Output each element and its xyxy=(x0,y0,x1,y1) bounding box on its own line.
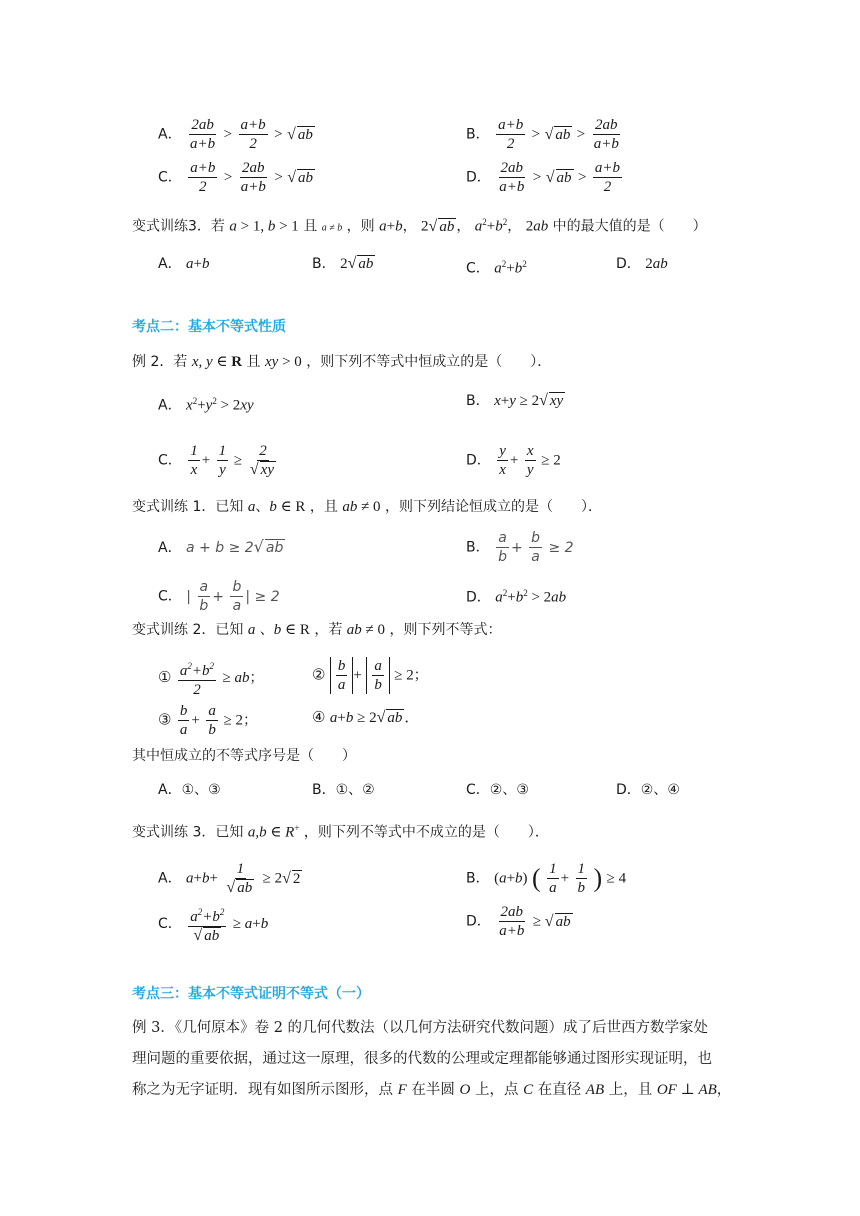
prev-option-d: D． $\frac{2ab}{a+b}$ > √ ab > $\frac{a+b}{2}$ xyxy=(466,160,621,195)
variant2-option-c: C．②、③ xyxy=(466,782,529,798)
variant2-item2: ② $\frac{b}{a}$ + $\frac{a}{b}$ ≥ 2； xyxy=(312,658,428,693)
variant3-first-option-c: C． $a^2+b^2$ xyxy=(466,259,527,277)
variant2-option-b: B．①、② xyxy=(312,782,375,798)
example2-option-c: C． $\frac{1}{x}$ + $\frac{1}{y}$ ≥ $\frac{2}{√ xy}$ xyxy=(158,443,274,478)
variant3-option-b: B． (a+b) ( $\frac{1}{a}$ + $\frac{1}{b}$ ) ≥ 4 xyxy=(466,861,627,896)
section2-heading: 考点二：基本不等式性质 xyxy=(132,319,286,335)
example3-line3: 称之为无字证明．现有如图所示图形，点 F 在半圆 O 上，点 C 在直径 AB 上，且 OF ⊥ AB， xyxy=(132,1082,732,1098)
section3-heading: 考点三：基本不等式证明不等式（一） xyxy=(132,986,370,1002)
variant2-option-a: A．①、③ xyxy=(158,782,221,798)
variant2-item4: ④ a+b ≥ 2√ ab ． xyxy=(312,709,420,726)
variant3-first-stem: 变式训练3．若 a > 1, b > 1 且 a ≠ b ，则 a+b， 2√ ab ， $a^2+b^2$， 2ab 中的最大值的是（ ） xyxy=(132,217,707,235)
variant2-question: 其中恒成立的不等式序号是（ ） xyxy=(132,748,356,764)
variant2-stem: 变式训练 2．已知 a 、b ∈ R ，若 ab ≠ 0 ，则下列不等式： xyxy=(132,622,502,638)
variant3-first-option-b: B． 2√ ab xyxy=(312,255,374,272)
variant3-option-a: A． a+b+ $\frac{1}{√ ab}$ ≥ 2√ 2 xyxy=(158,861,301,896)
variant1-stem: 变式训练 1．已知 a、b ∈ R ，且 ab ≠ 0 ，则下列结论恒成立的是（ ）． xyxy=(132,499,603,515)
example2-option-b: B． x+y ≥ 2√ xy xyxy=(466,392,564,409)
prev-option-a: A． $\frac{2ab}{a+b}$ > $\frac{a+b}{2}$ > √ ab xyxy=(158,117,313,152)
variant3-first-option-d: D． 2ab xyxy=(616,256,668,272)
example2-option-a: A． $x^2+y^2 > 2xy$ xyxy=(158,396,254,414)
example2-option-d: D． $\frac{y}{x}$ + $\frac{x}{y}$ ≥ 2 xyxy=(466,443,561,478)
prev-option-b: B． $\frac{a+b}{2}$ > √ ab > $\frac{2ab}{a+b}$ xyxy=(466,117,619,152)
variant3-option-d: D． $\frac{2ab}{a+b}$ ≥ √ ab xyxy=(466,904,571,939)
variant3-first-option-a: A． a+b xyxy=(158,256,210,272)
example3-line2: 理问题的重要依据，通过这一原理，很多的代数的公理或定理都能够通过图形实现证明，也 xyxy=(132,1051,712,1067)
example2-stem: 例 2．若 x, y ∈ R 且 xy > 0 ，则下列不等式中恒成立的是（ ）． xyxy=(132,354,552,370)
variant2-item1: ① $\frac{a^2+b^2}{2}$ ≥ ab； xyxy=(158,657,263,699)
variant3-stem: 变式训练 3．已知 a,b ∈ R+ ，则下列不等式中不成立的是（ ）． xyxy=(132,823,549,841)
variant3-option-c: C． $\frac{a^2+b^2}{√ ab}$ ≥ a+b xyxy=(158,903,268,945)
variant1-option-c: C． | $\frac{a}{b}$ + $\frac{b}{a}$ | ≥ 2 xyxy=(158,579,280,614)
variant2-option-d: D．②、④ xyxy=(616,782,680,798)
variant1-option-d: D． $a^2+b^2 > 2ab$ xyxy=(466,588,567,606)
example3-line1: 例 3．《几何原本》卷 2 的几何代数法（以几何方法研究代数问题）成了后世西方数学家处 xyxy=(132,1020,709,1036)
variant1-option-a: A． a + b ≥ 2√ ab xyxy=(158,537,284,556)
variant1-option-b: B． $\frac{a}{b}$ + $\frac{b}{a}$ ≥ 2 xyxy=(466,530,574,565)
variant2-item3: ③ $\frac{b}{a}$ + $\frac{a}{b}$ ≥ 2； xyxy=(158,703,258,738)
prev-option-c: C． $\frac{a+b}{2}$ > $\frac{2ab}{a+b}$ > √ ab xyxy=(158,160,314,195)
